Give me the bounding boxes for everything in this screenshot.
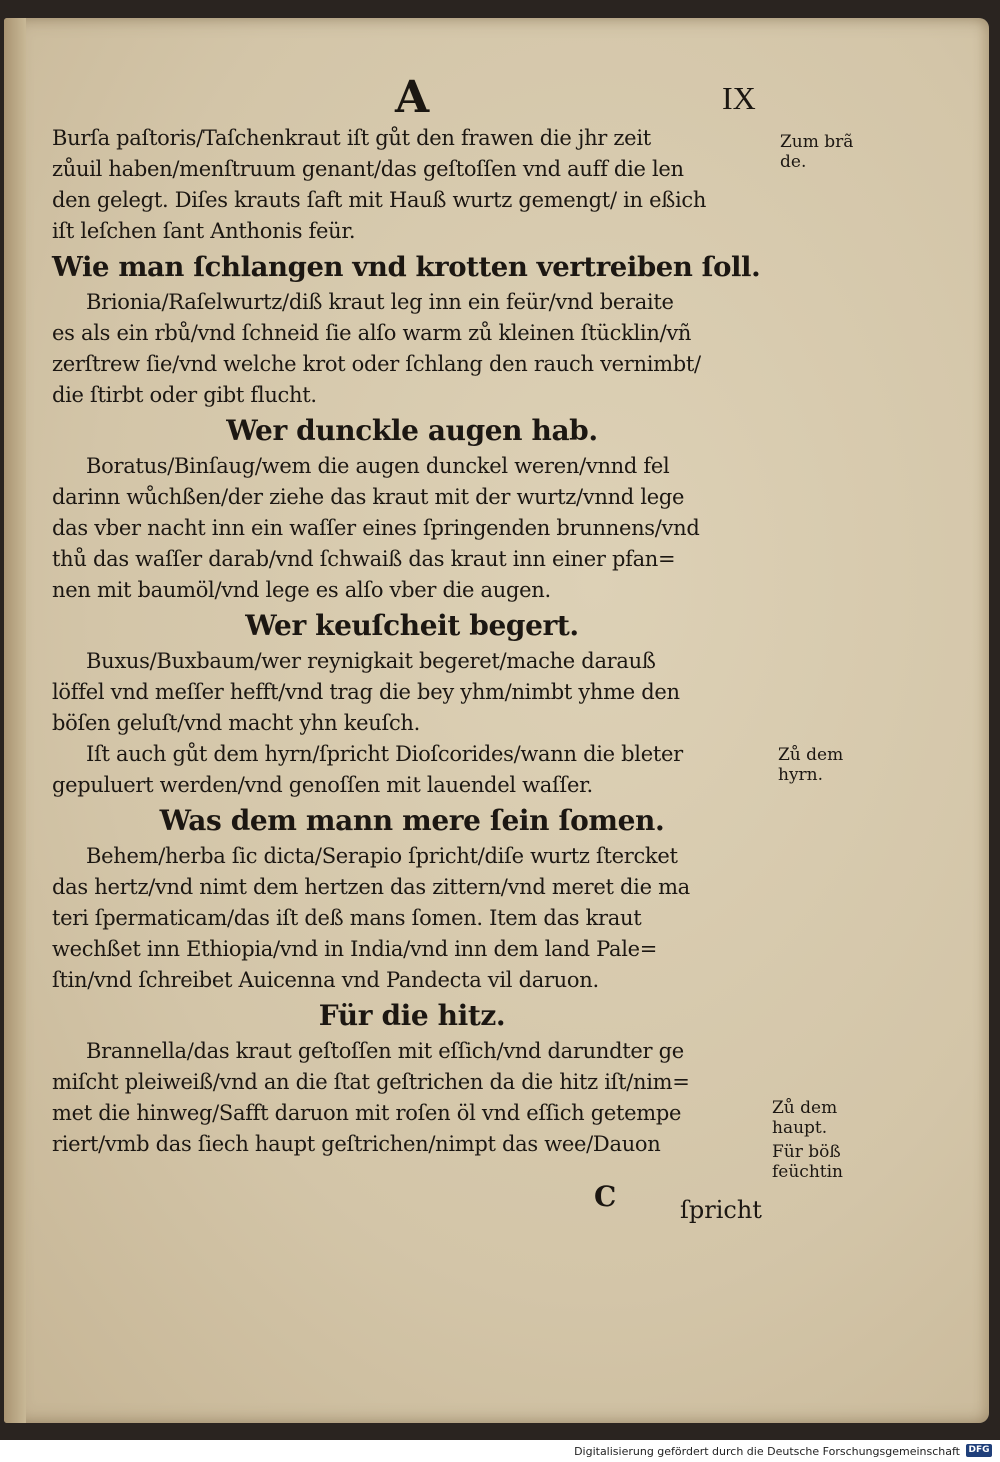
text-line: zůuil haben/menſtruum genant/das geſtoſſen vnd auff die len	[52, 157, 684, 181]
funding-credit: Digitalisierung gefördert durch die Deutsche Forschungsgemeinschaft	[574, 1445, 960, 1458]
margin-note-line: Zů dem	[772, 1098, 838, 1118]
text-line: zerſtrew ſie/vnd welche krot oder ſchlang den rauch vernimbt/	[52, 352, 701, 376]
section-heading: Wie man ſchlangen vnd krotten vertreiben ſoll.	[52, 251, 761, 283]
margin-note-line: Für böß	[772, 1142, 841, 1162]
margin-note-boess	[772, 1142, 843, 1182]
dfg-logo: DFG	[966, 1444, 992, 1457]
signature-mark: C	[594, 1180, 617, 1213]
text-line: den gelegt. Diſes krauts ſaft mit Hauß wurtz gemengt/ in eßich	[52, 188, 707, 212]
margin-note-line: haupt.	[772, 1118, 828, 1138]
text-line: met die hinweg/Safft daruon mit roſen öl vnd eſſich getempe	[52, 1101, 682, 1125]
page-body-text	[52, 123, 772, 1160]
page-gutter	[4, 18, 26, 1423]
text-line: Brionia/Raſelwurtz/diß kraut leg inn ein feür/vnd beraite	[86, 290, 674, 314]
margin-note-line: de.	[780, 152, 807, 172]
text-line: teri ſpermaticam/das iſt deß mans ſomen. Item das kraut	[52, 906, 642, 930]
folio-number: IX	[722, 80, 756, 116]
text-line: das hertz/vnd nimt dem hertzen das zittern/vnd meret die ma	[52, 875, 690, 899]
text-line: Iſt auch gůt dem hyrn/ſpricht Dioſcorides/wann die bleter	[86, 742, 683, 766]
margin-note-line: Zů dem	[778, 745, 844, 765]
text-line: das vber nacht inn ein waſſer eines ſpringenden brunnens/vnd	[52, 516, 700, 540]
text-line: gepuluert werden/vnd genoſſen mit lauendel waſſer.	[52, 773, 593, 797]
text-line: Boratus/Binſaug/wem die augen dunckel weren/vnnd fel	[86, 454, 670, 478]
text-line: Buxus/Buxbaum/wer reynigkait begeret/mache darauß	[86, 649, 656, 673]
text-line: wechßet inn Ethiopia/vnd in India/vnd inn dem land Pale=	[52, 937, 658, 961]
text-line: Burſa paſtoris/Taſchenkraut iſt gůt den frawen die jhr zeit	[52, 126, 651, 150]
text-line: miſcht pleiweiß/vnd an die ſtat geſtrichen da die hitz iſt/nim=	[52, 1070, 690, 1094]
margin-note-haupt	[772, 1098, 837, 1138]
text-line: riert/vmb das ſiech haupt geſtrichen/nimpt das wee/Dauon	[52, 1132, 661, 1156]
text-line: die ſtirbt oder gibt flucht.	[52, 383, 317, 407]
footer-bar	[0, 1440, 1000, 1462]
header-mark: A	[395, 72, 430, 123]
catchword: ſpricht	[680, 1196, 762, 1224]
text-line: nen mit baumöl/vnd lege es alſo vber die augen.	[52, 578, 551, 602]
section-heading: Für die hitz.	[318, 999, 506, 1032]
margin-note-bra	[780, 132, 853, 172]
text-line: thů das waſſer darab/vnd ſchwaiß das kraut inn einer pfan=	[52, 547, 676, 571]
text-line: Behem/herba ſic dicta/Serapio ſpricht/diſe wurtz ſtercket	[86, 844, 678, 868]
text-line: Brannella/das kraut geſtoſſen mit eſſich/vnd darundter ge	[86, 1039, 684, 1063]
text-line: löffel vnd meſſer hefft/vnd trag die bey yhm/nimbt yhme den	[52, 680, 680, 704]
margin-note-line: Zum brã	[780, 132, 854, 152]
section-heading: Wer keuſcheit begert.	[245, 609, 579, 642]
margin-note-line: hyrn.	[778, 765, 824, 785]
section-heading: Was dem mann mere ſein ſomen.	[159, 804, 665, 837]
text-line: darinn wůchßen/der ziehe das kraut mit der wurtz/vnnd lege	[52, 485, 685, 509]
margin-note-line: feüchtin	[772, 1162, 843, 1182]
section-heading: Wer dunckle augen hab.	[226, 414, 598, 447]
text-line: es als ein rbů/vnd ſchneid ſie alſo warm zů kleinen ſtücklin/vñ	[52, 321, 692, 345]
text-line: iſt leſchen ſant Anthonis feür.	[52, 219, 356, 243]
text-line: ſtin/vnd ſchreibet Auicenna vnd Pandecta vil daruon.	[52, 968, 599, 992]
margin-note-hyrn	[778, 745, 843, 785]
text-line: böſen geluſt/vnd macht yhn keuſch.	[52, 711, 421, 735]
